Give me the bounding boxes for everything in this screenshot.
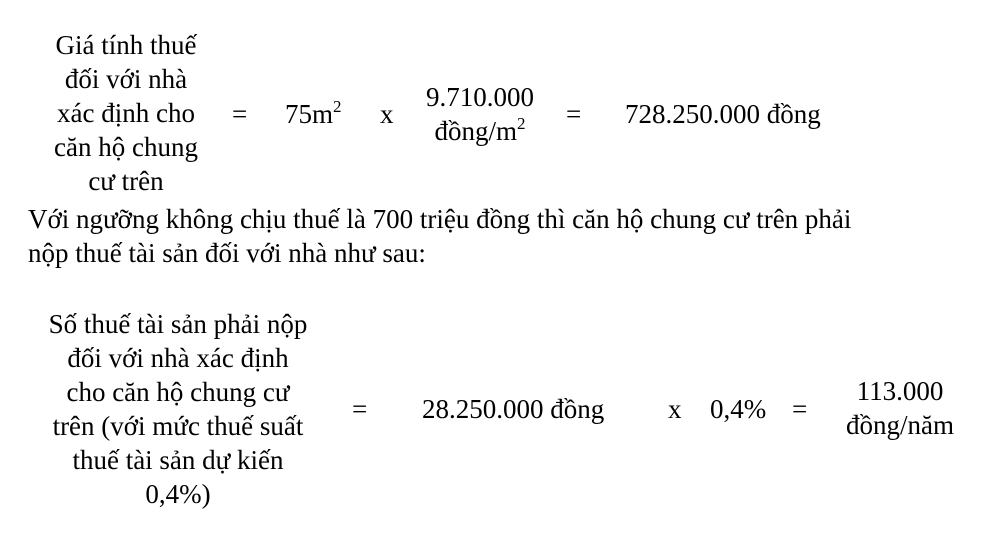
tax-amount-label-line: Số thuế tài sản phải nộp: [48, 309, 308, 339]
tax-amount-label-line: đối với nhà xác định: [67, 343, 289, 373]
unit-price-unit: đồng/$m^2$: [434, 114, 526, 146]
equals-sign: =: [792, 394, 808, 424]
paragraph-line: Với ngưỡng không chịu thuế là 700 triệu đồng thì căn hộ chung cư trên phải: [28, 204, 852, 234]
tax-price-label: [28, 28, 224, 198]
tax-amount-label-line: cho căn hộ chung cư: [66, 377, 290, 407]
unit-price-exponent: 2: [517, 114, 526, 133]
taxable-base: 28.250.000 đồng: [422, 394, 605, 424]
tax-rate: 0,4%: [710, 394, 767, 424]
area-value: [285, 97, 342, 131]
tax-price-result: 728.250.000 đồng: [625, 99, 821, 129]
equals-sign: =: [566, 99, 582, 129]
times-sign: x: [668, 394, 682, 424]
unit-price-value: 9.710.000: [426, 82, 534, 112]
tax-amount-value: 113.000: [856, 376, 944, 406]
equals-sign: =: [232, 99, 248, 129]
tax-price-label-line: cư trên: [88, 166, 164, 196]
tax-price-label-line: căn hộ chung: [54, 132, 198, 162]
tax-amount-unit: đồng/năm: [846, 410, 954, 440]
tax-amount-result: [830, 374, 970, 442]
tax-price-label-line: Giá tính thuế: [55, 30, 197, 60]
explanation-paragraph: [28, 202, 978, 270]
area-number: 75m: [285, 99, 334, 129]
tax-amount-label: [28, 307, 328, 511]
tax-price-label-line: đối với nhà: [64, 64, 188, 94]
unit-price: [405, 80, 555, 148]
tax-amount-label-line: thuế tài sản dự kiến: [72, 445, 284, 475]
paragraph-line: nộp thuế tài sản đối với nhà như sau:: [28, 238, 426, 268]
tax-amount-label-line: 0,4%): [145, 479, 211, 509]
times-sign: x: [380, 99, 394, 129]
area-exponent: 2: [333, 97, 342, 116]
equals-sign: =: [352, 394, 368, 424]
tax-price-label-line: xác định cho: [57, 98, 195, 128]
tax-amount-label-line: trên (với mức thuế suất: [52, 411, 304, 441]
